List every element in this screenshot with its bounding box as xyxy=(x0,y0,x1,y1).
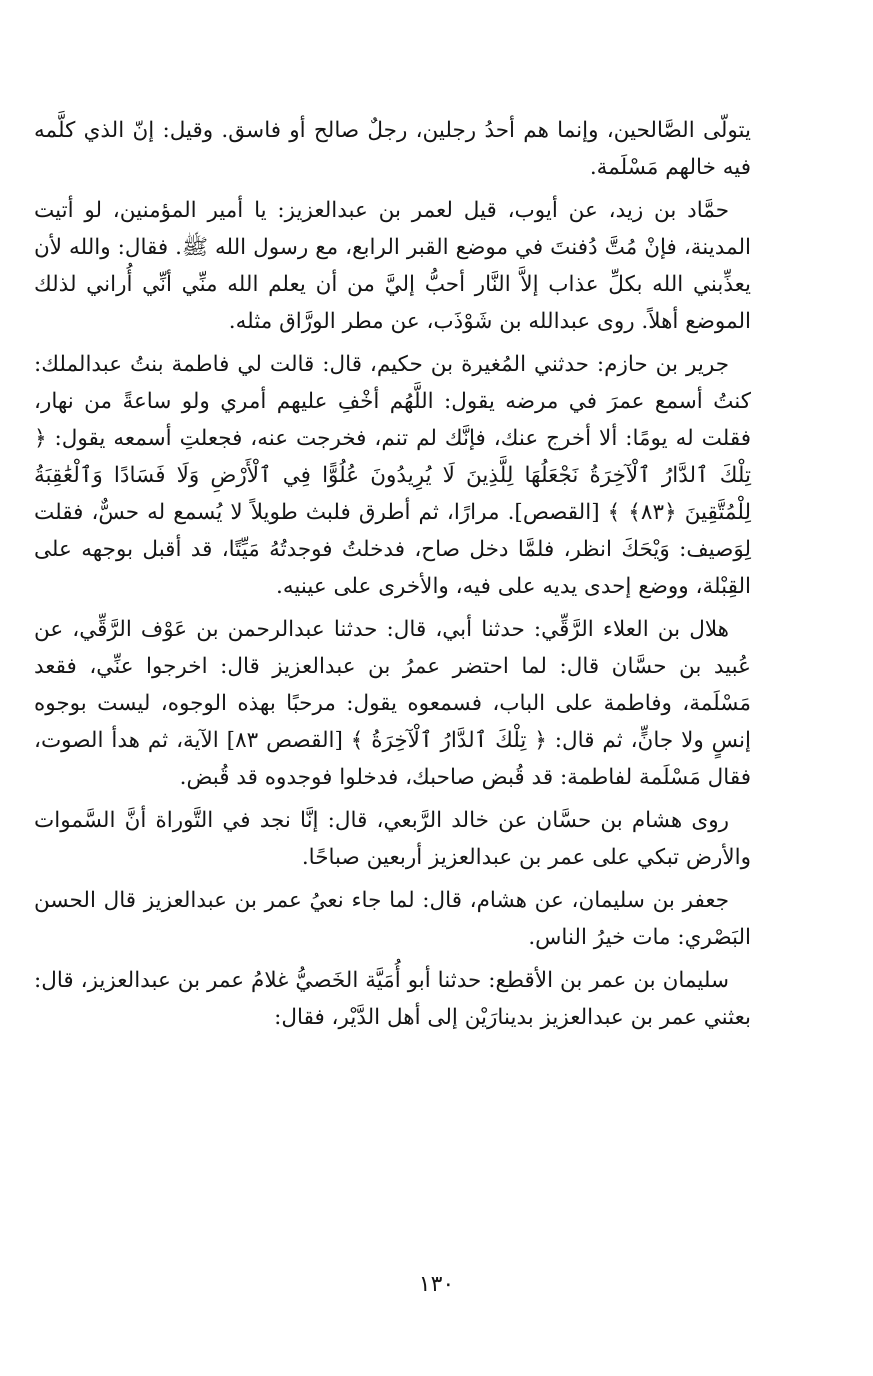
page-number: ١٣٠ xyxy=(418,1272,455,1297)
paragraph-5: روى هشام بن حسَّان عن خالد الرَّبعي، قال: إنَّا نجد في التَّوراة أنَّ السَّموات والأرض تبكي على عمر بن عبدالعزيز أربعين صباحًا. xyxy=(34,808,751,870)
paragraph-6: جعفر بن سليمان، عن هشام، قال: لما جاء نعيُ عمر بن عبدالعزيز قال الحسن البَصْري: مات خيرُ الناس. xyxy=(34,888,751,950)
paragraph-2: حمَّاد بن زيد، عن أيوب، قيل لعمر بن عبدالعزيز: يا أمير المؤمنين، لو أتيت المدينة، فإنْ مُتَّ دُفنتَ في موضع القبر الرابع، مع رسول الله ﷺ. فقال: والله لأن يعذِّبني الله بكلِّ عذاب إلاَّ النَّار أحبُّ إليَّ من أن يعلم الله منِّي أنِّي أُراني لذلك الموضع أهلاً. روى عبدالله بن شَوْذَب، عن مطر الورَّاق مثله. xyxy=(34,198,751,334)
paragraph-1: يتولّى الصَّالحين، وإنما هم أحدُ رجلين، رجلٌ صالح أو فاسق. وقيل: إنّ الذي كلَّمه فيه خالهم مَسْلَمة. xyxy=(34,118,751,180)
paragraph-7: سليمان بن عمر بن الأقطع: حدثنا أبو أُمَيَّة الخَصيُّ غلامُ عمر بن عبدالعزيز، قال: بعثني عمر بن عبدالعزيز بدينارَيْن إلى أهل الدَّيْر، فقال: xyxy=(34,968,751,1030)
paragraph-4: هلال بن العلاء الرَّقِّي: حدثنا أبي، قال: حدثنا عبدالرحمن بن عَوْف الرَّقِّي، عن عُبيد بن حسَّان قال: لما احتضر عمرُ بن عبدالعزيز قال: اخرجوا عنِّي، فقعد مَسْلَمة، وفاطمة على الباب، فسمعوه يقول: مرحبًا بهذه الوجوه، ليست بوجوه إنسٍ ولا جانٍّ، ثم قال: ﴿ تِلْكَ ٱلدَّارُ ٱلْآخِرَةُ ﴾ [القصص ٨٣] الآية، ثم هدأ الصوت، فقال مَسْلَمة لفاطمة: قد قُبض صاحبك، فدخلوا فوجدوه قد قُبض. xyxy=(34,617,751,790)
paragraph-3: جرير بن حازم: حدثني المُغيرة بن حكيم، قال: قالت لي فاطمة بنتُ عبدالملك: كنتُ أسمع عمرَ في مرضه يقول: اللَّهُم أخْفِ عليهم أمري ولو ساعةً من نهار، فقلت له يومًا: ألا أخرج عنك، فإنَّك لم تنم، فخرجت عنه، فجعلتِ أسمعه يقول: ﴿ تِلْكَ ٱلدَّارُ ٱلْآخِرَةُ نَجْعَلُهَا لِلَّذِينَ لَا يُرِيدُونَ عُلُوًّا فِي ٱلْأَرْضِ وَلَا فَسَادًا وَٱلْعَٰقِبَةُ لِلْمُتَّقِينَ ﴿٨٣﴾ ﴾ [القصص]. مرارًا، ثم أطرق فلبث طويلاً لا يُسمع له حسٌّ، فقلت لِوَصيف: وَيْحَكَ انظر، فلمَّا دخل صاح، فدخلتُ فوجدتُهُ مَيِّتًا، قد أقبل بوجهه على القِبْلة، ووضع إحدى يديه على فيه، والأخرى على عينيه. xyxy=(34,352,752,599)
body-text xyxy=(34,112,751,1042)
